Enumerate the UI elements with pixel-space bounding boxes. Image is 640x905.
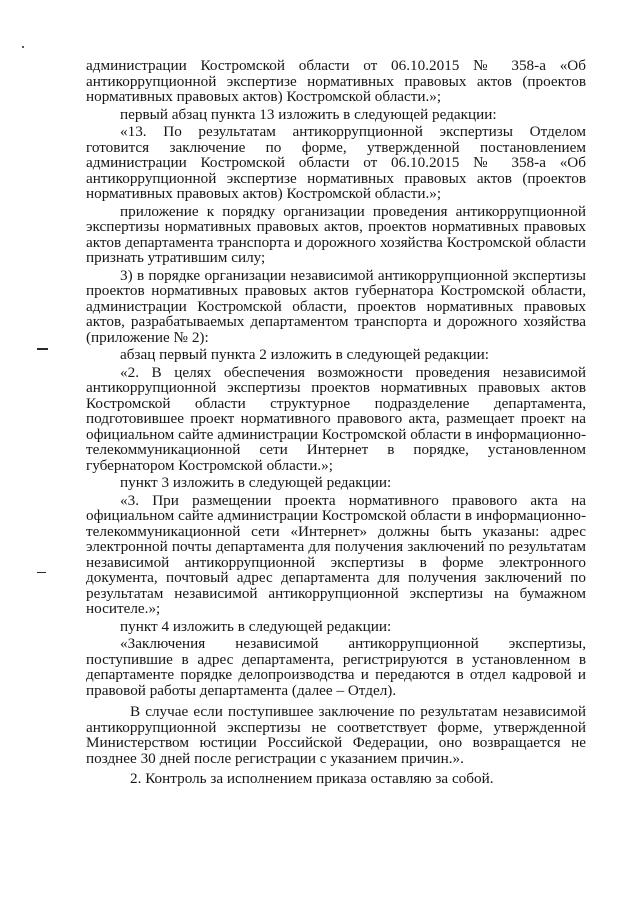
margin-scan-mark	[37, 572, 46, 573]
paragraph: администрации Костромской области от 06.10.2015 № 358-а «Об антикоррупционной экспертизе нормативных правовых актов (проектов нормативных правовых актов) Костромской области.»;	[86, 57, 586, 105]
paragraph: 2. Контроль за исполнением приказа оставляю за собой.	[130, 770, 494, 787]
paragraph: абзац первый пункта 2 изложить в следующей редакции:	[120, 346, 490, 363]
paragraph: «3. При размещении проекта нормативного правового акта на официальном сайте администрации Костромской области в информационно-телекоммуникационной сети «Интернет» должны быть указаны: адрес электронной почты департамента для получения заключений по результатам независимой антикоррупционной экспертизы в форме электронного документа, почтовый адрес департамента для получения заключений по результатам независимой антикоррупционной экспертизы на бумажном носителе.»;	[86, 491, 586, 617]
scan-speck	[22, 46, 24, 48]
paragraph: «Заключения независимой антикоррупционной экспертизы, поступившие в адрес департамента, регистрируются в установленном в департаменте порядке делопроизводства и передаются в отдел кадровой и правовой работы департамента (далее – Отдел).	[86, 635, 586, 699]
document-body	[86, 58, 586, 787]
paragraph: В случае если поступившее заключение по результатам независимой антикоррупционной экспертизы не соответствует форме, утвержденной Министерством юстиции Российской Федерации, оно возвращается не позднее 30 дней после регистрации с указанием причин.».	[86, 703, 586, 767]
paragraph: приложение к порядку организации проведения антикоррупционной экспертизы нормативных правовых актов, проектов нормативных правовых актов департамента транспорта и дорожного хозяйства Костромской области признать утратившим силу;	[86, 202, 586, 266]
paragraph: пункт 4 изложить в следующей редакции:	[120, 617, 392, 635]
paragraph: первый абзац пункта 13 изложить в следующей редакции:	[120, 105, 497, 123]
paragraph: пункт 3 изложить в следующей редакции:	[120, 474, 392, 491]
paragraph: «13. По результатам антикоррупционной экспертизы Отделом готовится заключение по форме, утвержденной постановлением администрации Костромской области от 06.10.2015 № 358-а «Об антикоррупционной экспертизе нормативных правовых актов (проектов нормативных правовых актов) Костромской области.»;	[86, 123, 586, 202]
margin-scan-mark	[37, 348, 48, 350]
paragraph: «2. В целях обеспечения возможности проведения независимой антикоррупционной экспертизы проектов нормативных правовых актов Костромской области структурное подразделение департамента, подготовившее проект нормативного правового акта, размещает проект на официальном сайте администрации Костромской области в информационно-телекоммуникационной сети Интернет в порядке, установленном губернатором Костромской области.»;	[86, 363, 586, 474]
paragraph: 3) в порядке организации независимой антикоррупционной экспертизы проектов нормативных правовых актов губернатора Костромской области, администрации Костромской области, проектов нормативных правовых актов, разрабатываемых департаментом транспорта и дорожного хозяйства (приложение № 2):	[86, 266, 586, 346]
